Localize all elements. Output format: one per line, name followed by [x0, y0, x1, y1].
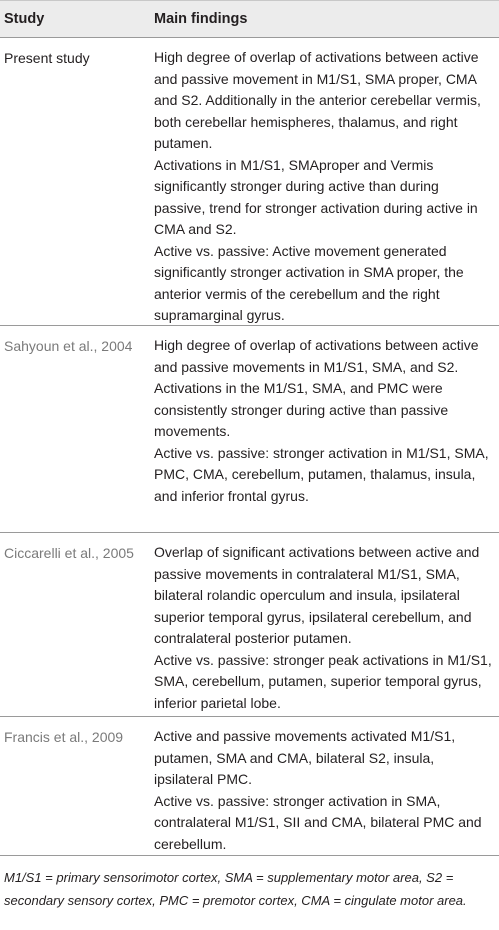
study-name: Ciccarelli et al., 2005 — [4, 545, 134, 561]
finding-text: Active vs. passive: Active movement generated significantly stronger activation in SMA proper, the anterior vermis of the cerebellum and the right supramarginal gyrus. — [154, 242, 464, 323]
table-header — [0, 0, 499, 38]
header-study: Study — [4, 11, 45, 27]
finding-text: Overlap of significant activations between active and passive movements in contralateral M1/S1, SMA, bilateral rolandic operculum and insula, ipsilateral superior temporal gyrus, ipsilateral cerebellum, and contralateral posterior putamen. — [154, 544, 480, 646]
finding-text: Active vs. passive: stronger activation in M1/S1, SMA, PMC, CMA, cerebellum, putamen, thalamus, insula, and inferior frontal gyrus. — [154, 444, 489, 504]
findings-cell — [150, 717, 499, 855]
findings-cell — [150, 38, 499, 325]
table-row — [0, 717, 499, 856]
table-row — [0, 326, 499, 533]
finding-text: Active and passive movements activated M1/S1, putamen, SMA and CMA, bilateral S2, insula, ipsilateral PMC. — [154, 728, 456, 787]
findings-cell — [150, 326, 499, 532]
findings-cell — [150, 533, 499, 716]
table-row — [0, 533, 499, 717]
finding-text: Activations in M1/S1, SMAproper and Vermis significantly stronger during active than during passive, trend for stronger activation during active in CMA and S2. — [154, 156, 478, 237]
finding-text: High degree of overlap of activations between active and passive movement in M1/S1, SMA proper, CMA and S2. Additionally in the anterior cerebellar vermis, both cerebellar hemispheres, thalamus, and right putamen. — [154, 49, 481, 151]
table-row — [0, 38, 499, 326]
finding-text: Active vs. passive: stronger peak activations in M1/S1, SMA, cerebellum, putamen, superior temporal gyrus, inferior parietal lobe. — [154, 651, 492, 711]
study-name: Francis et al., 2009 — [4, 729, 124, 745]
study-name: Sahyoun et al., 2004 — [4, 338, 133, 354]
study-name: Present study — [4, 50, 90, 66]
finding-text: Activations in the M1/S1, SMA, and PMC were consistently stronger during active than passive movements. — [154, 380, 449, 439]
header-main-findings: Main findings — [154, 11, 248, 27]
finding-text: High degree of overlap of activations between active and passive movements in M1/S1, SMA, and S2. — [154, 337, 479, 375]
finding-text: Active vs. passive: stronger activation in SMA, contralateral M1/S1, SII and CMA, bilateral PMC and cerebellum. — [154, 792, 482, 852]
table-footnote: M1/S1 = primary sensorimotor cortex, SMA = supplementary motor area, S2 = secondary sensory cortex, PMC = premotor cortex, CMA = cingulate motor area. — [4, 870, 467, 908]
